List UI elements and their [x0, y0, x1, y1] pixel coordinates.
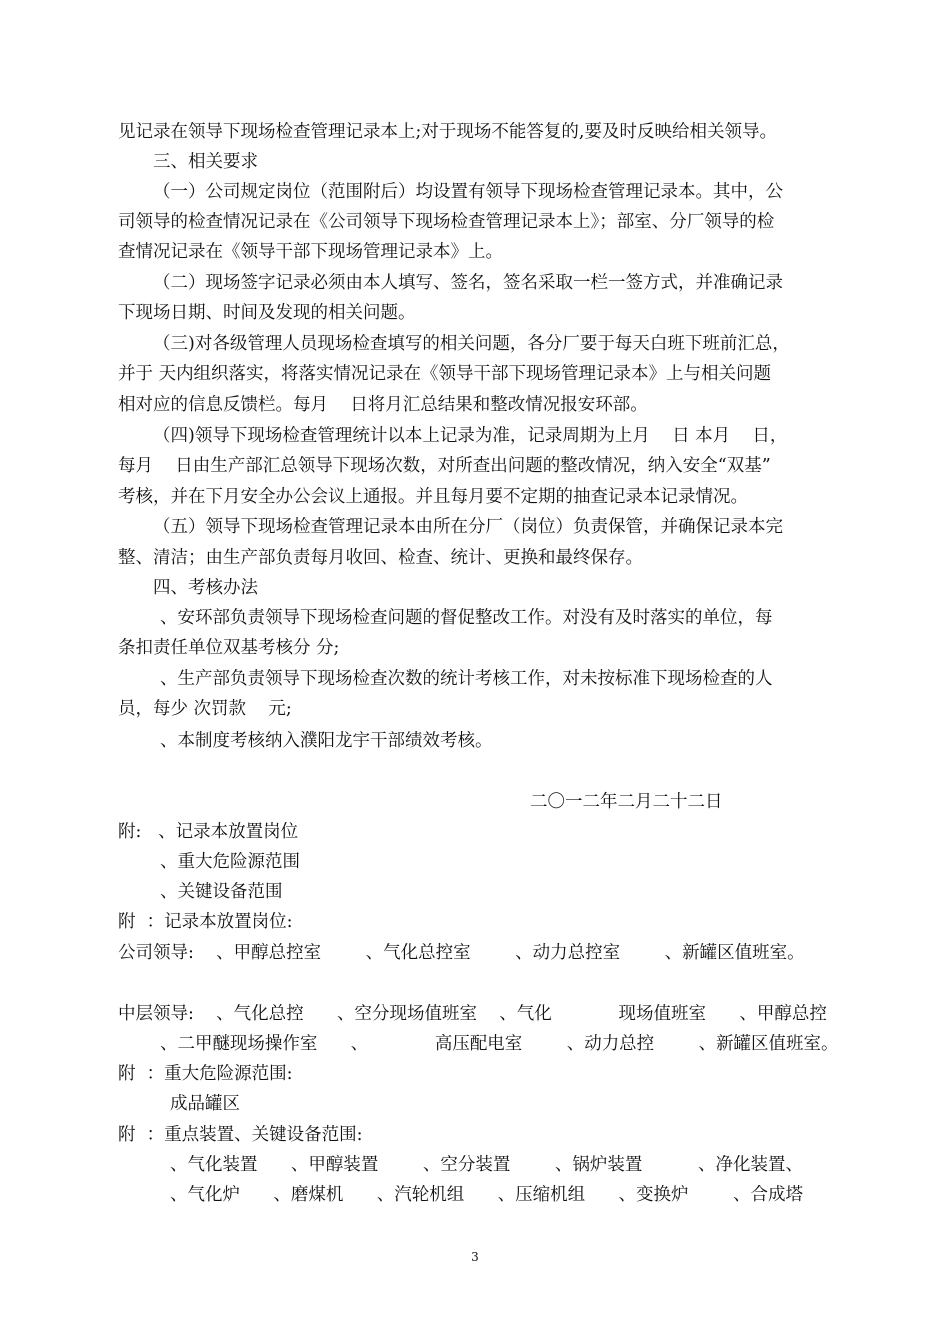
attachment-heading: 附 ：记录本放置岗位: — [118, 912, 293, 932]
text-line: （二）现场签字记录必须由本人填写、签名，签名采取一栏一签方式，并准确记录 — [153, 273, 783, 293]
text-line: （三)对各级管理人员现场检查填写的相关问题，各分厂要于每天白班下班前汇总， — [153, 334, 790, 354]
text-line: 员，每少 次罚款 元; — [118, 699, 292, 719]
text-line: 整、清洁；由生产部负责每月收回、检查、统计、更换和最终保存。 — [118, 548, 643, 568]
attachment-heading: 附 ：重点装置、关键设备范围: — [118, 1125, 363, 1145]
text-line: 相对应的信息反馈栏。每月 日将月汇总结果和整改情况报安环部。 — [118, 395, 648, 415]
text-line: （五）领导下现场检查管理记录本由所在分厂（岗位）负责保管，并确保记录本完 — [153, 517, 783, 537]
text-line: 见记录在领导下现场检查管理记录本上;对于现场不能答复的,要及时反映给相关领导。 — [118, 122, 777, 142]
text-line: （一）公司规定岗位（范围附后）均设置有领导下现场检查管理记录本。其中，公 — [153, 182, 783, 202]
section-heading: 四、考核办法 — [153, 578, 258, 598]
text-line: 中层领导: 、气化总控 、空分现场值班室 、气化 现场值班室 、甲醇总控 — [118, 1004, 827, 1024]
text-line: 司领导的检查情况记录在《公司领导下现场检查管理记录本上》；部室、分厂领导的检 — [118, 212, 775, 232]
section-heading: 三、相关要求 — [153, 152, 258, 172]
document-date: 二〇一二年二月二十二日 — [530, 792, 723, 812]
text-line: 成品罐区 — [170, 1094, 240, 1114]
text-line: 、安环部负责领导下现场检查问题的督促整改工作。对没有及时落实的单位，每 — [160, 608, 773, 628]
attachment-list-item: 附: 、记录本放置岗位 — [118, 822, 299, 842]
text-line: 、二甲醚现场操作室 、 高压配电室 、动力总控 、新罐区值班室。 — [160, 1034, 839, 1054]
attachment-list-item: 、重大危险源范围 — [160, 852, 300, 872]
text-line: 公司领导: 、甲醇总控室 、气化总控室 、动力总控室 、新罐区值班室。 — [118, 943, 805, 963]
text-line: 条扣责任单位双基考核分 分; — [118, 638, 340, 658]
text-line: 、本制度考核纳入濮阳龙宇干部绩效考核。 — [160, 731, 493, 751]
text-line: 、气化炉 、磨煤机 、汽轮机组 、压缩机组 、变换炉 、合成塔 — [170, 1185, 804, 1205]
text-line: 每月 日由生产部汇总领导下现场次数，对所查出问题的整改情况，纳入安全“双基” — [118, 456, 771, 476]
text-line: 查情况记录在《领导干部下现场管理记录本》上。 — [118, 242, 503, 262]
attachment-list-item: 、关键设备范围 — [160, 882, 283, 902]
attachment-heading: 附 ：重大危险源范围: — [118, 1064, 293, 1084]
text-line: 并于 天内组织落实，将落实情况记录在《领导干部下现场管理记录本》上与相关问题 — [118, 364, 772, 384]
text-line: 考核，并在下月安全办公会议上通报。并且每月要不定期的抽查记录本记录情况。 — [118, 487, 748, 507]
text-line: 下现场日期、时间及发现的相关问题。 — [118, 303, 416, 323]
text-line: 、气化装置 、甲醇装置 、空分装置 、锅炉装置 、净化装置、 — [170, 1155, 804, 1175]
text-line: 、生产部负责领导下现场检查次数的统计考核工作，对未按标准下现场检查的人 — [160, 669, 773, 689]
text-line: （四)领导下现场检查管理统计以本上记录为准，记录周期为上月 日 本月 日， — [153, 426, 788, 446]
page-number: 3 — [471, 1250, 479, 1264]
